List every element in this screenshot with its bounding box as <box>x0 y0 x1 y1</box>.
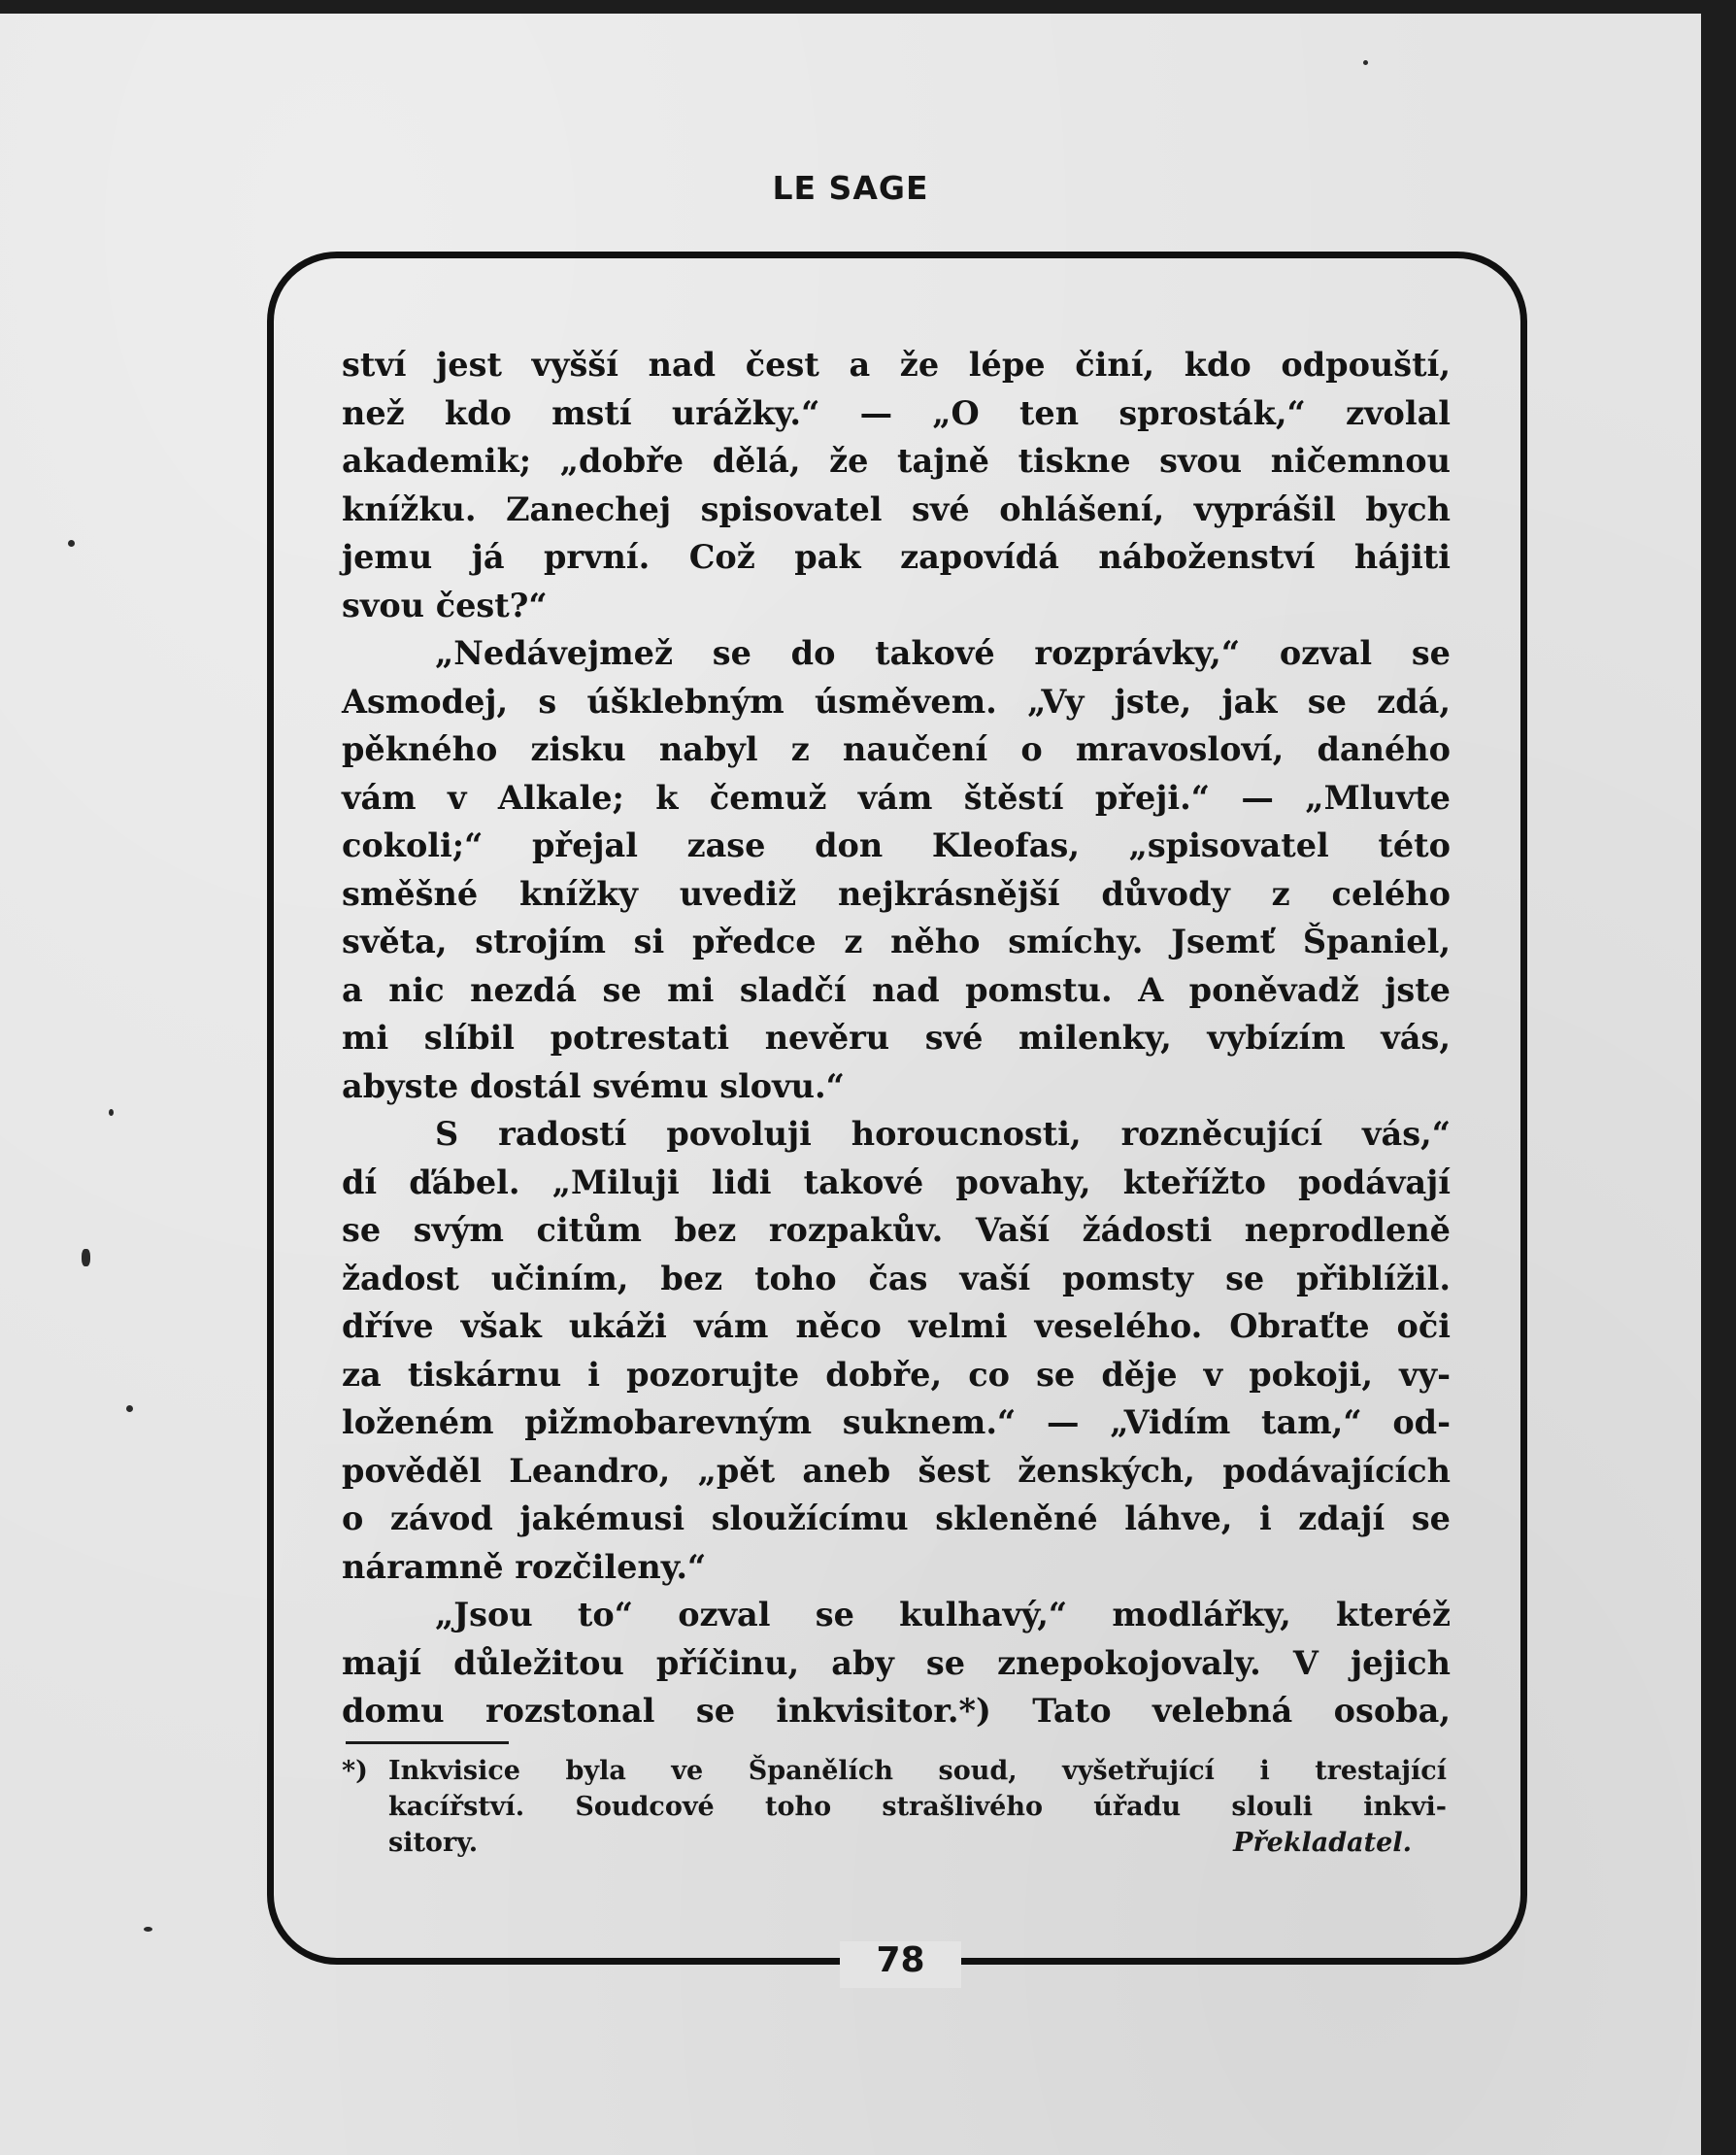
book-page <box>0 14 1701 2155</box>
text-line: směšné knížky uvediž nejkrásnější důvody z celého <box>342 874 1451 913</box>
text-line: Asmodej, s úšklebným úsměvem. „Vy jste, jak se zdá, <box>342 682 1451 721</box>
footnote-line <box>342 1753 1447 1789</box>
text-line: se svým citům bez rozpakův. Vaší žádosti neprodleně <box>342 1211 1451 1249</box>
text-line: knížku. Zanechej spisovatel své ohlášení, vyprášil bych <box>342 489 1451 528</box>
text-line: o závod jakémusi sloužícímu skleněné láhve, i zdají se <box>342 1499 1451 1537</box>
footnote-marker: *) <box>342 1756 368 1786</box>
paper-speck <box>109 1109 114 1116</box>
text-line: vám v Alkale; k čemuž vám štěstí přeji.“ — „Mluvte <box>342 778 1451 817</box>
text-line: pěkného zisku nabyl z naučení o mravosloví, daného <box>342 730 1451 768</box>
text-line: žadost učiním, bez toho čas vaší pomsty se přiblížil. <box>342 1259 1451 1297</box>
text-line: domu rozstonal se inkvisitor.*) Tato velebná osoba, <box>342 1692 1451 1730</box>
text-line: „Jsou to“ ozval se kulhavý,“ modlářky, kteréž <box>435 1596 1451 1633</box>
paper-speck <box>144 1927 152 1932</box>
paper-speck <box>126 1405 133 1412</box>
footnote-text: sitory. <box>388 1828 479 1858</box>
text-line: jemu já první. Což pak zapovídá náboženství hájiti <box>342 538 1451 576</box>
text-line: než kdo mstí urážky.“ — „O ten sprosták,“ zvolal <box>342 393 1451 432</box>
running-head: LE SAGE <box>772 169 929 207</box>
text-line: ství jest vyšší nad čest a že lépe činí, kdo odpouští, <box>342 346 1451 384</box>
footnote-text: Inkvisice byla ve Španělích soud, vyšetřující i trestající <box>388 1756 1447 1786</box>
paper-speck <box>68 540 75 547</box>
text-line: dříve však ukáži vám něco velmi veselého. Obraťte oči <box>342 1307 1451 1345</box>
page-number: 78 <box>876 1940 925 1980</box>
text-line: náramně rozčileny.“ <box>342 1547 707 1586</box>
body-text <box>342 341 1451 1735</box>
text-line: loženém pižmobarevným suknem.“ — „Vidím tam,“ od- <box>342 1403 1451 1441</box>
footnote-rule <box>346 1741 509 1744</box>
text-line: a nic nezdá se mi sladčí nad pomstu. A poněvadž jste <box>342 970 1451 1009</box>
text-line: abyste dostál svému slovu.“ <box>342 1066 845 1105</box>
paper-speck <box>1363 60 1368 65</box>
text-line: „Nedávejmež se do takové rozprávky,“ ozval se <box>435 634 1451 672</box>
translator-note: Překladatel. <box>1233 1828 1412 1858</box>
text-line: světa, strojím si předce z něho smíchy. Jsemť Španiel, <box>342 923 1451 960</box>
text-line: cokoli;“ přejal zase don Kleofas, „spisovatel této <box>342 826 1451 864</box>
text-line: pověděl Leandro, „pět aneb šest ženských, podávajících <box>342 1451 1451 1490</box>
text-line: za tiskárnu i pozorujte dobře, co se děje v pokoji, vy- <box>342 1355 1451 1394</box>
text-line: dí ďábel. „Miluji lidi takové povahy, kteřížto podávají <box>342 1162 1451 1201</box>
footnote <box>342 1753 1447 1861</box>
text-line: S radostí povoluji horoucnosti, rozněcující vás,“ <box>435 1115 1451 1153</box>
text-line: akademik; „dobře dělá, že tajně tiskne svou ničemnou <box>342 442 1451 480</box>
text-line: mají důležitou příčinu, aby se znepokojovaly. V jejich <box>342 1643 1451 1682</box>
footnote-line: kacířství. Soudcové toho strašlivého úřadu slouli inkvi- <box>388 1792 1447 1822</box>
text-line: mi slíbil potrestati nevěru své milenky, vybízím vás, <box>342 1019 1451 1057</box>
paper-speck <box>82 1249 90 1266</box>
text-line: svou čest?“ <box>342 586 548 624</box>
footnote-line <box>388 1825 1447 1861</box>
